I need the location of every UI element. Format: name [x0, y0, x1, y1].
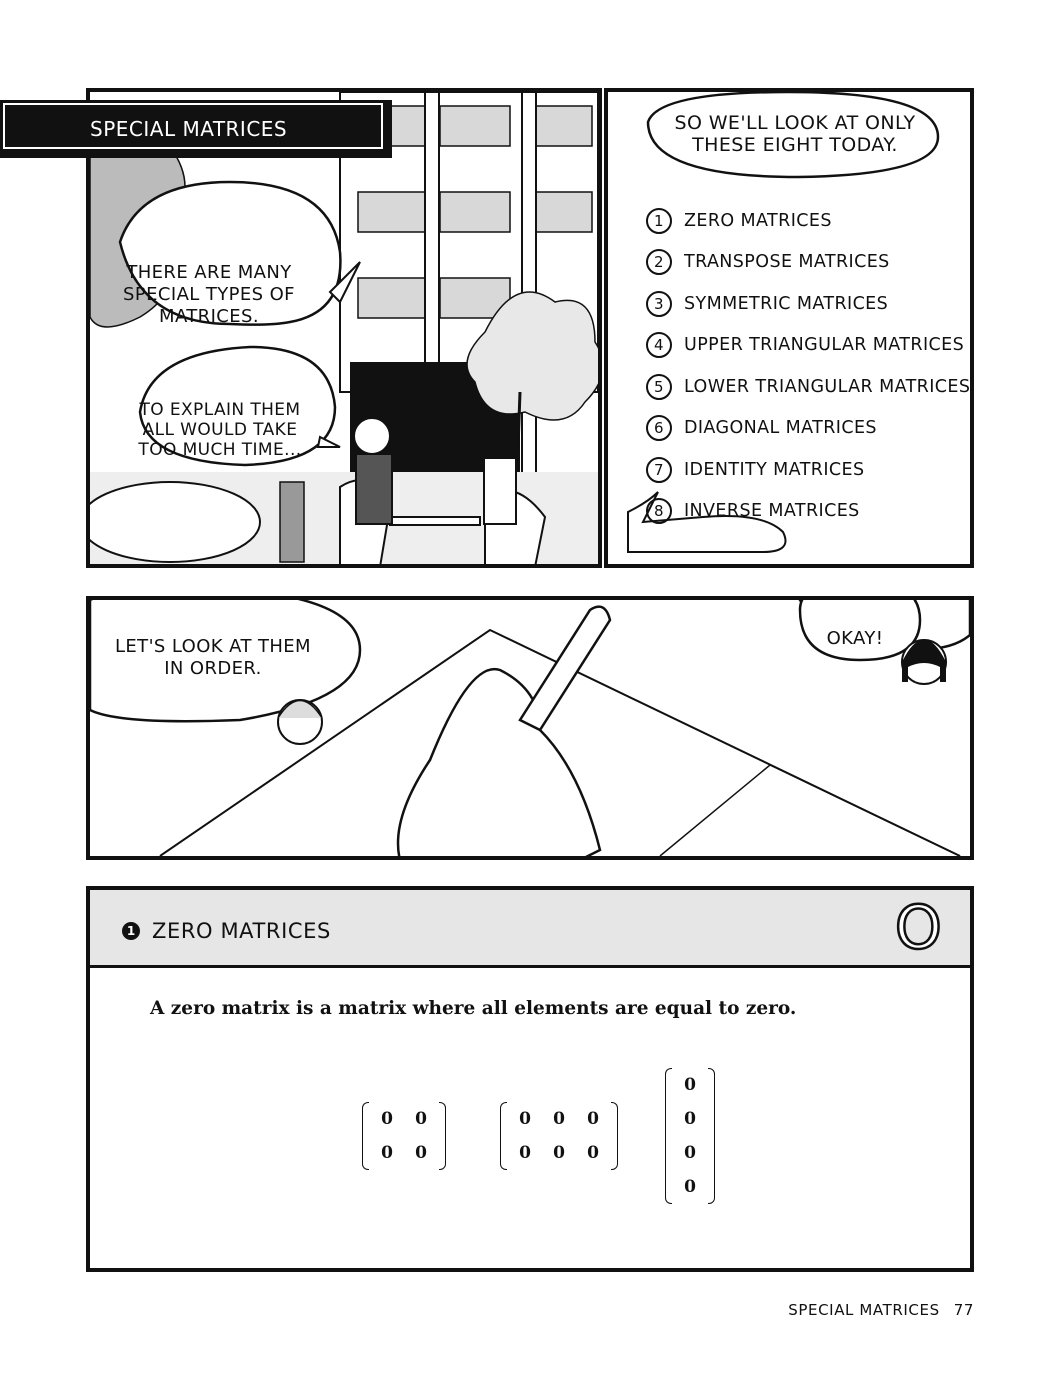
bubble-line: SO WE'LL LOOK AT ONLY	[674, 112, 916, 134]
list-item-label: TRANSPOSE MATRICES	[684, 252, 890, 273]
matrix-2x3	[508, 1102, 610, 1170]
list-item-label: DIAGONAL MATRICES	[684, 418, 877, 439]
list-item-label: IDENTITY MATRICES	[684, 459, 865, 480]
number-circle-icon: 8	[646, 498, 672, 524]
list-item	[646, 449, 970, 491]
bubble-line: IN ORDER.	[164, 658, 262, 679]
bubble-line: ALL WOULD TAKE	[142, 420, 298, 440]
list-item-label: SYMMETRIC MATRICES	[684, 293, 889, 314]
campus-scene-illustration	[90, 92, 598, 564]
list-item	[646, 200, 970, 242]
matrix-4x1	[673, 1068, 707, 1204]
zero-matrix-symbol: O	[894, 893, 942, 963]
matrix-cell: 0	[553, 1143, 565, 1163]
speech-bubble-eight-today	[650, 112, 940, 156]
bubble-line: THERE ARE MANY	[126, 262, 292, 283]
number-circle-icon: 6	[646, 415, 672, 441]
chapter-header-title: SPECIAL MATRICES	[90, 117, 288, 141]
list-item-label: ZERO MATRICES	[684, 210, 832, 231]
list-item	[646, 325, 970, 367]
section-header	[90, 890, 970, 968]
list-item-label: UPPER TRIANGULAR MATRICES	[684, 335, 965, 356]
number-circle-icon: 4	[646, 332, 672, 358]
left-bracket	[362, 1102, 369, 1170]
list-item	[646, 491, 970, 533]
matrix-cell: 0	[519, 1143, 531, 1163]
section-description: A zero matrix is a matrix where all elements are equal to zero.	[150, 998, 797, 1019]
speech-bubble-okay: OKAY!	[826, 628, 884, 649]
matrix-cell: 0	[381, 1143, 393, 1163]
matrix-2x2	[370, 1102, 438, 1170]
section-title: ZERO MATRICES	[152, 919, 331, 943]
matrix-cell: 0	[587, 1143, 599, 1163]
right-bracket	[611, 1102, 618, 1170]
matrix-cell: 0	[684, 1075, 696, 1095]
zero-matrices-section	[86, 886, 974, 1272]
right-bracket	[439, 1102, 446, 1170]
section-number-icon: 1	[122, 922, 140, 940]
left-bracket	[665, 1068, 672, 1204]
bubble-line: TO EXPLAIN THEM	[139, 400, 301, 420]
number-circle-icon: 7	[646, 457, 672, 483]
list-item-label: INVERSE MATRICES	[684, 501, 860, 522]
matrix-type-list	[646, 200, 970, 532]
right-bracket	[708, 1068, 715, 1204]
bubble-line: SPECIAL TYPES OF	[123, 284, 295, 305]
matrix-cell: 0	[684, 1109, 696, 1129]
bubble-line: TOO MUCH TIME...	[138, 440, 302, 460]
number-circle-icon: 5	[646, 374, 672, 400]
speech-bubble-many-types	[102, 262, 316, 328]
page-footer	[788, 1301, 974, 1319]
list-item	[646, 242, 970, 284]
matrix-cell: 0	[415, 1109, 427, 1129]
bubble-line: THESE EIGHT TODAY.	[692, 134, 898, 156]
page-number: 77	[953, 1301, 974, 1319]
bubble-line: LET'S LOOK AT THEM	[114, 636, 311, 657]
speech-bubble-explain	[122, 400, 318, 460]
running-head: SPECIAL MATRICES	[788, 1301, 940, 1319]
list-item	[646, 366, 970, 408]
number-circle-icon: 3	[646, 291, 672, 317]
list-item	[646, 408, 970, 450]
matrix-cell: 0	[519, 1109, 531, 1129]
number-circle-icon: 2	[646, 249, 672, 275]
matrix-cell: 0	[415, 1143, 427, 1163]
left-bracket	[500, 1102, 507, 1170]
matrix-cell: 0	[684, 1143, 696, 1163]
matrix-cell: 0	[553, 1109, 565, 1129]
panel-special-types	[86, 88, 602, 568]
matrix-cell: 0	[587, 1109, 599, 1129]
list-item	[646, 283, 970, 325]
number-circle-icon: 1	[646, 208, 672, 234]
speech-bubble-look-in-order	[104, 636, 322, 680]
list-item-label: LOWER TRIANGULAR MATRICES	[684, 376, 971, 397]
bubble-line: MATRICES.	[159, 306, 259, 327]
matrix-cell: 0	[684, 1177, 696, 1197]
matrix-cell: 0	[381, 1109, 393, 1129]
